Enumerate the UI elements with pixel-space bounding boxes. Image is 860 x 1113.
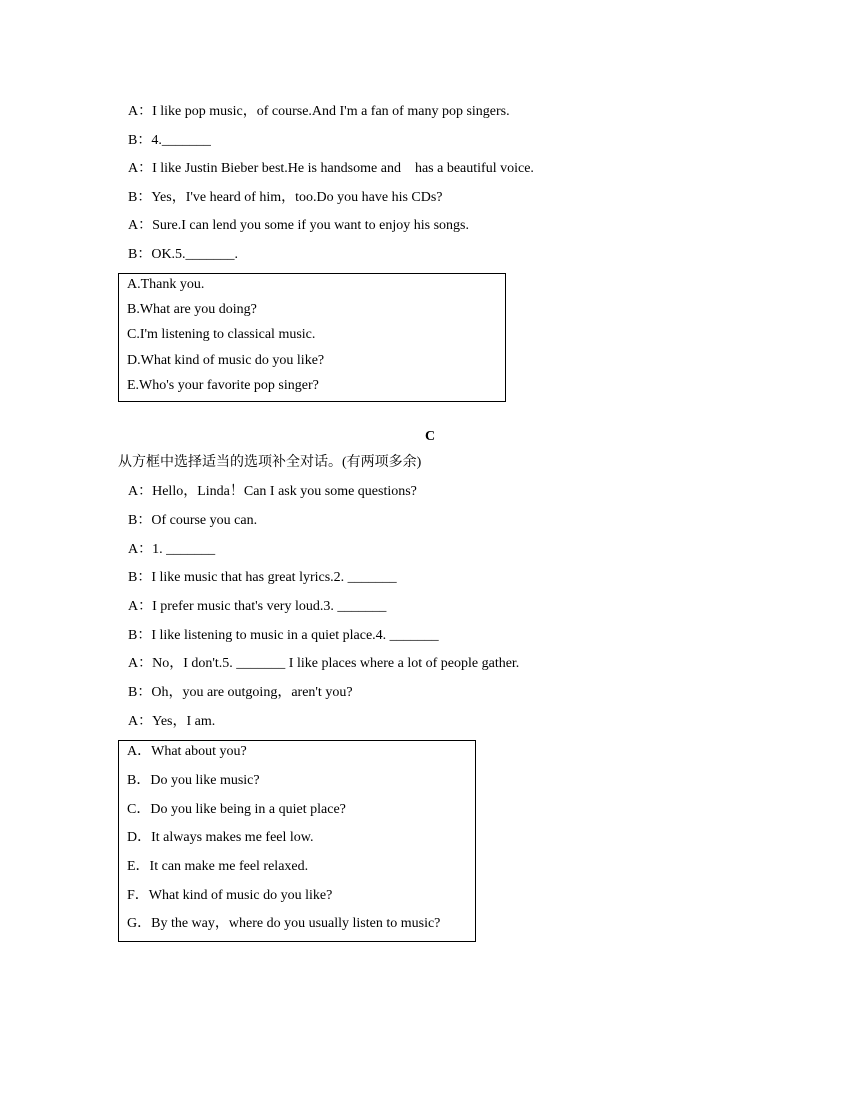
option-item: G．By the way，where do you usually listen to music? bbox=[127, 916, 441, 931]
dialogue-line: A：Hello，Linda！Can I ask you some questions? bbox=[128, 484, 417, 499]
dialogue-line: B：I like music that has great lyrics.2. _______ bbox=[128, 570, 397, 585]
dialogue-line: A：I prefer music that's very loud.3. _______ bbox=[128, 599, 387, 614]
dialogue-line: A：Sure.I can lend you some if you want to enjoy his songs. bbox=[128, 218, 470, 233]
option-item: D.What kind of music do you like? bbox=[127, 353, 325, 368]
section-title: C bbox=[424, 429, 436, 444]
dialogue-line: B：Oh，you are outgoing，aren't you? bbox=[128, 685, 353, 700]
option-item: E．It can make me feel relaxed. bbox=[127, 859, 309, 874]
dialogue-line: B：Yes，I've heard of him，too.Do you have his CDs? bbox=[128, 190, 443, 205]
instruction-text: 从方框中选择适当的选项补全对话。(有两项多余) bbox=[118, 455, 422, 470]
option-item: A．What about you? bbox=[127, 744, 247, 759]
option-item: B．Do you like music? bbox=[127, 773, 260, 788]
option-item: C．Do you like being in a quiet place? bbox=[127, 802, 346, 817]
dialogue-line: B：Of course you can. bbox=[128, 513, 258, 528]
dialogue-line: B：4._______ bbox=[128, 133, 211, 148]
dialogue-line: B：OK.5._______. bbox=[128, 247, 239, 262]
options-box-b bbox=[118, 273, 506, 402]
option-item: C.I'm listening to classical music. bbox=[127, 327, 316, 342]
dialogue-line: A：I like Justin Bieber best.He is handsome and has a beautiful voice. bbox=[128, 161, 534, 176]
option-item: F．What kind of music do you like? bbox=[127, 888, 333, 903]
dialogue-line: A：I like pop music，of course.And I'm a fan of many pop singers. bbox=[128, 104, 510, 119]
option-item: A.Thank you. bbox=[127, 277, 205, 292]
option-item: D．It always makes me feel low. bbox=[127, 830, 314, 845]
dialogue-line: B：I like listening to music in a quiet place.4. _______ bbox=[128, 628, 439, 643]
dialogue-line: A：Yes，I am. bbox=[128, 714, 216, 729]
options-box-c bbox=[118, 740, 476, 942]
option-item: B.What are you doing? bbox=[127, 302, 257, 317]
dialogue-line: A：1. _______ bbox=[128, 542, 216, 557]
dialogue-line: A：No，I don't.5. _______ I like places where a lot of people gather. bbox=[128, 656, 520, 671]
option-item: E.Who's your favorite pop singer? bbox=[127, 378, 319, 393]
